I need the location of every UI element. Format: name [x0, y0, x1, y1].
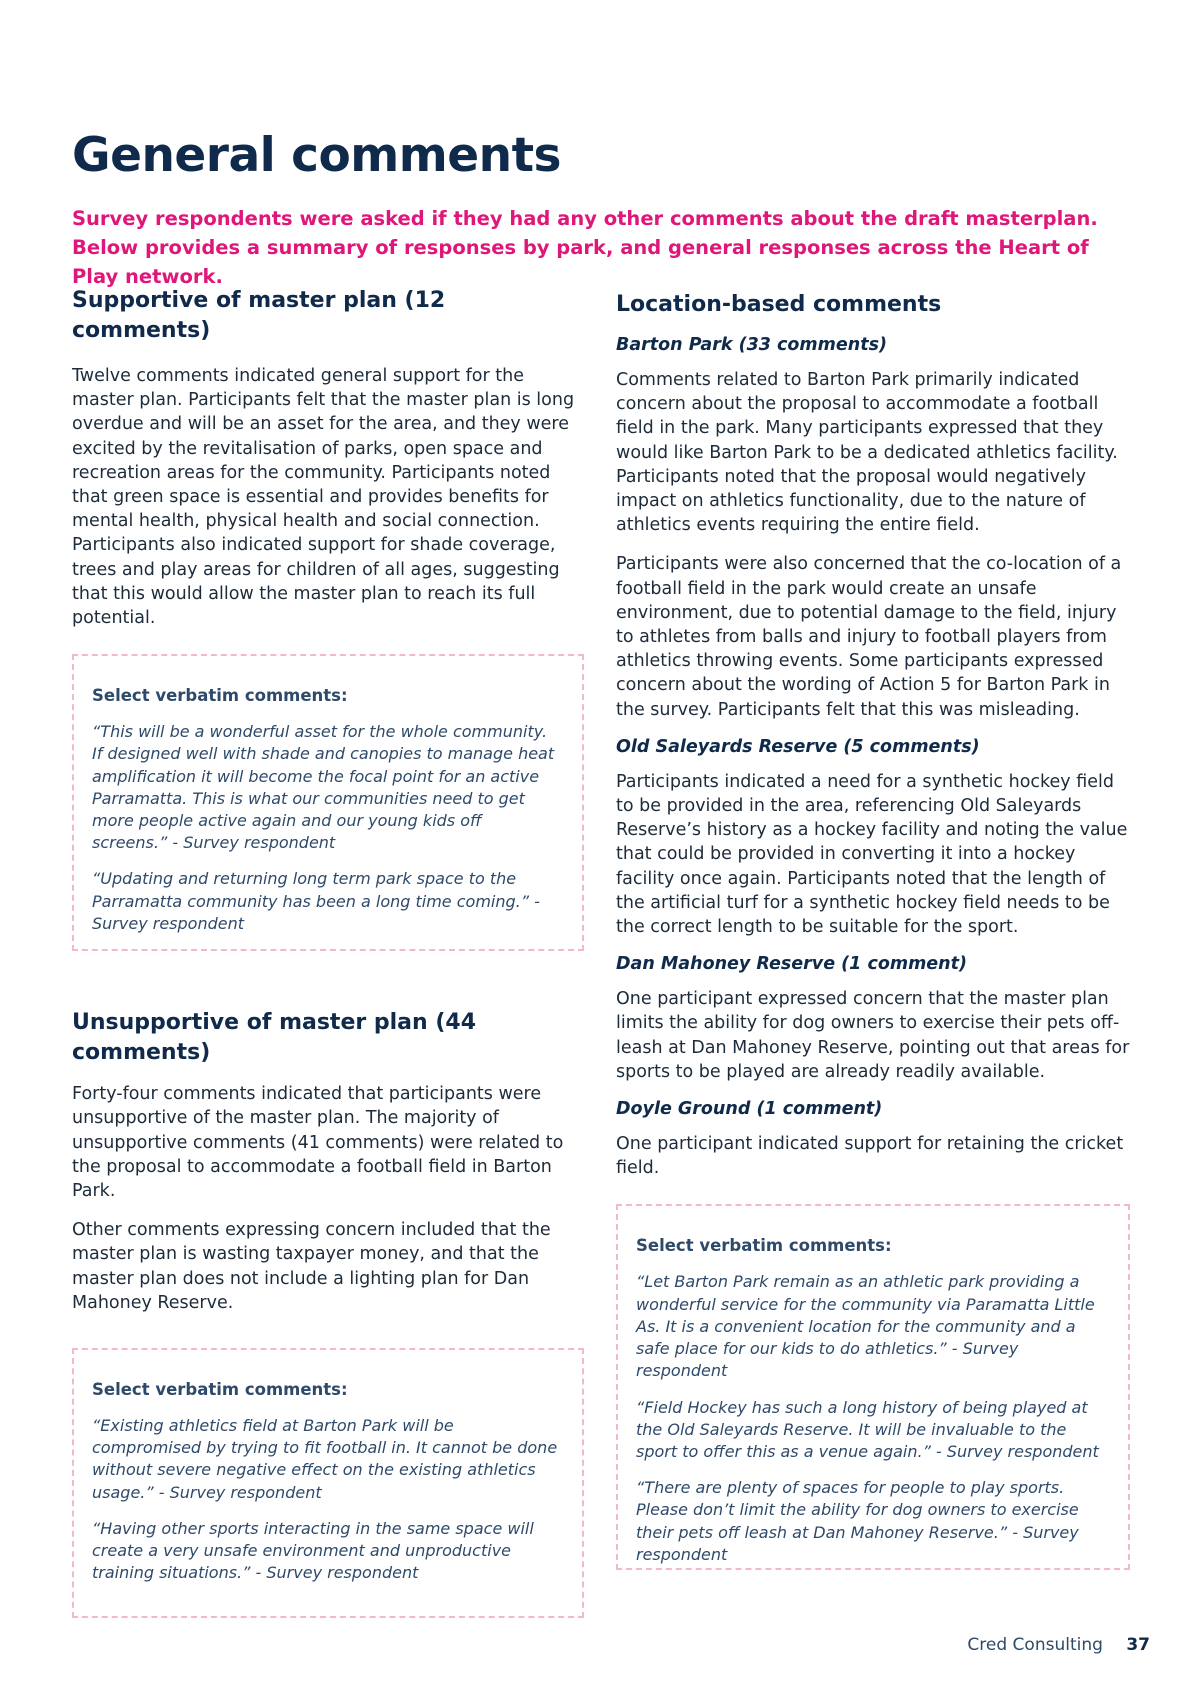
- unsupportive-body-2: Other comments expressing concern included that the master plan is wasting taxpayer money, and that the master plan does not include a lighting plan for Dan Mahoney Reserve.: [72, 1220, 551, 1313]
- supportive-verbatim-title: Select verbatim comments:: [92, 686, 348, 706]
- location-quote-2: “Field Hockey has such a long history of being played at the Old Saleyards Reserve. It will be invaluable to the sport to offer this as a venue again.” - Survey respondent: [636, 1397, 1099, 1461]
- right-column: [616, 290, 1130, 1570]
- unsupportive-verbatim-title: Select verbatim comments:: [92, 1380, 348, 1400]
- unsupportive-body-1: Forty-four comments indicated that participants were unsupportive of the master plan. The majority of unsupportive comments (41 comments) were related to the proposal to accommodate a football field in Barton Park.: [72, 1084, 564, 1202]
- supportive-quote-2: “Updating and returning long term park space to the Parramatta community has been a long time coming.” - Survey respondent: [92, 869, 540, 933]
- saleyards-heading: Old Saleyards Reserve (5 comments): [616, 736, 980, 757]
- barton-body-2: Participants were also concerned that the co-location of a football field in the park would create an unsafe environment, due to potential damage to the field, injury to athletes from balls and injury to football players from athletics throwing events. Some participants expressed concern about the wording of Action 5 for Barton Park in the survey. Participants felt that this was misleading.: [616, 554, 1122, 720]
- mahoney-body: One participant expressed concern that the master plan limits the ability for dog owners to exercise their pets off-leash at Dan Mahoney Reserve, pointing out that areas for sports to be played are already readily available.: [616, 989, 1130, 1082]
- mahoney-heading: Dan Mahoney Reserve (1 comment): [616, 954, 967, 975]
- supportive-verbatim-box: [72, 654, 584, 951]
- footer-org: Cred Consulting: [967, 1635, 1103, 1655]
- unsupportive-quote-1: “Existing athletics field at Barton Park will be compromised by trying to fit football in. It cannot be done without severe negative effect on the existing athletics usage.” - Survey respondent: [92, 1416, 558, 1502]
- location-heading: Location-based comments: [616, 292, 942, 317]
- unsupportive-heading: Unsupportive of master plan (44 comments): [72, 1010, 477, 1066]
- left-column: [72, 286, 584, 1618]
- barton-heading: Barton Park (33 comments): [616, 335, 888, 355]
- location-quote-1: “Let Barton Park remain as an athletic park providing a wonderful service for the community via Paramatta Little As. It is a convenient location for the community and a safe place for our kids to do athletics.” - Survey respondent: [636, 1272, 1095, 1381]
- supportive-quote-1: “This will be a wonderful asset for the whole community. If designed well with shade and canopies to manage heat amplification it will become the focal point for an active Parramatta. This is what our communities need to get more people active again and our young kids off screens.” - Survey respondent: [92, 722, 555, 853]
- unsupportive-quote-2: “Having other sports interacting in the same space will create a very unsafe environment and unproductive training situations.” - Survey respondent: [92, 1518, 534, 1583]
- location-verbatim-box: [616, 1204, 1130, 1570]
- unsupportive-verbatim-box: [72, 1348, 584, 1618]
- supportive-body: Twelve comments indicated general support for the master plan. Participants felt that the master plan is long overdue and will be an asset for the area, and they were excited by the revitalisation of parks, open space and recreation areas for the community. Participants noted that green space is essential and provides benefits for mental health, physical health and social connection. Participants also indicated support for shade coverage, trees and play areas for children of all ages, suggesting that this would allow the master plan to reach its full potential.: [72, 366, 575, 629]
- page-number: 37: [1126, 1635, 1150, 1655]
- location-quote-3: “There are plenty of spaces for people to play sports. Please don’t limit the ability for dog owners to exercise their pets off leash at Dan Mahoney Reserve.” - Survey respondent: [636, 1478, 1079, 1564]
- intro-text: Survey respondents were asked if they had any other comments about the draft masterplan. Below provides a summary of responses by park, and general responses across the Heart of Play network.: [72, 207, 1098, 288]
- supportive-heading: Supportive of master plan (12 comments): [72, 288, 446, 343]
- saleyards-body: Participants indicated a need for a synthetic hockey field to be provided in the area, referencing Old Saleyards Reserve’s history as a hockey facility and noting the value that could be provided in converting it into a hockey facility once again. Participants noted that the length of the artificial turf for a synthetic hockey field needs to be the correct length to be suitable for the sport.: [616, 771, 1128, 938]
- page-title: General comments: [72, 128, 562, 183]
- doyle-body: One participant indicated support for retaining the cricket field.: [616, 1134, 1124, 1179]
- location-verbatim-title: Select verbatim comments:: [636, 1236, 892, 1256]
- doyle-heading: Doyle Ground (1 comment): [616, 1099, 883, 1120]
- barton-body-1: Comments related to Barton Park primarily indicated concern about the proposal to accommodate a football field in the park. Many participants expressed that they would like Barton Park to be a dedicated athletics facility. Participants noted that the proposal would negatively impact on athletics functionality, due to the nature of athletics events requiring the entire field.: [616, 370, 1118, 536]
- page-footer: [967, 1635, 1150, 1655]
